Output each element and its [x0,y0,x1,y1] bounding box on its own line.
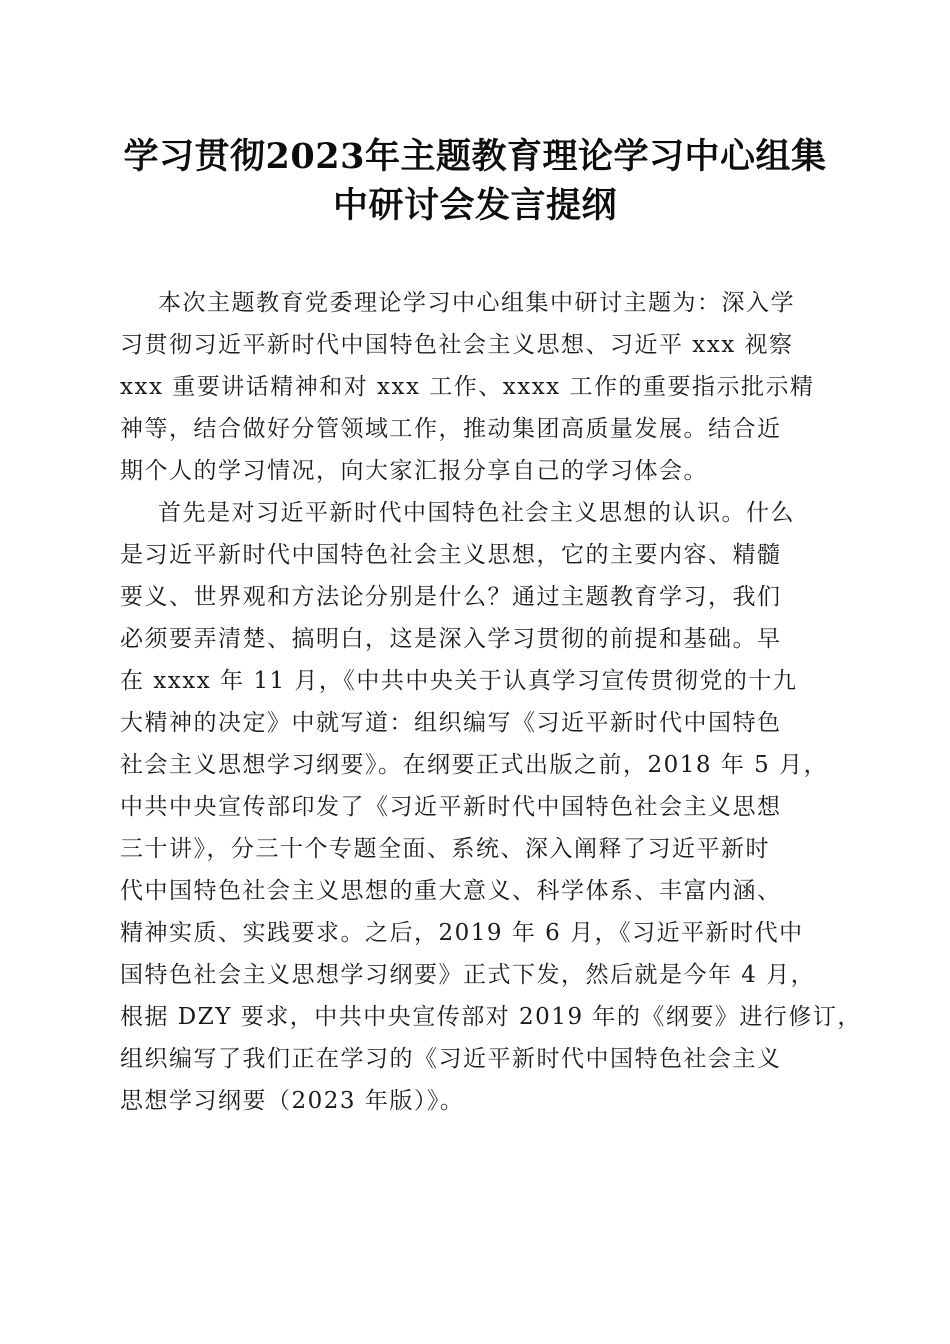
text-line: 习贯彻习近平新时代中国特色社会主义思想、习近平 xxx 视察 [120,332,794,358]
document-title [110,132,840,230]
text-line: 期个人的学习情况，向大家汇报分享自己的学习体会。 [120,458,708,484]
text-line: 在 xxxx 年 11 月，《中共中央关于认真学习宣传贯彻党的十九 [120,668,798,694]
text-line: 三十讲》，分三十个专题全面、系统、深入阐释了习近平新时 [120,836,770,862]
text-line: 社会主义思想学习纲要》。在纲要正式出版之前，2018 年 5 月， [120,752,829,778]
text-line: 中共中央宣传部印发了《习近平新时代中国特色社会主义思想 [120,794,782,820]
text-line: 大精神的决定》中就写道：组织编写《习近平新时代中国特色 [120,710,782,736]
text-line: 要义、世界观和方法论分别是什么？通过主题教育学习，我们 [120,584,782,610]
text-line: 必须要弄清楚、搞明白，这是深入学习贯彻的前提和基础。早 [120,626,782,652]
text-line: 思想学习纲要（2023 年版）》。 [120,1088,465,1114]
text-line: 组织编写了我们正在学习的《习近平新时代中国特色社会主义 [120,1046,782,1072]
text-line: 神等，结合做好分管领域工作，推动集团高质量发展。结合近 [120,416,782,442]
paragraph-intro [120,282,832,492]
title-line-1: 学习贯彻2023年主题教育理论学习中心组集 [123,136,827,177]
text-line: 本次主题教育党委理论学习中心组集中研讨主题为：深入学 [158,290,795,316]
text-line: 精神实质、实践要求。之后，2019 年 6 月，《习近平新时代中 [120,920,804,946]
text-line: 代中国特色社会主义思想的重大意义、科学体系、丰富内涵、 [120,878,782,904]
text-line: 根据 DZY 要求，中共中央宣传部对 2019 年的《纲要》进行修订， [120,1004,862,1030]
paragraph-understanding [120,492,862,1122]
text-line: 国特色社会主义思想学习纲要》正式下发，然后就是今年 4 月， [120,962,816,988]
title-line-2: 中研讨会发言提纲 [332,185,617,226]
text-line: 首先是对习近平新时代中国特色社会主义思想的认识。什么 [158,500,795,526]
text-line: xxx 重要讲话精神和对 xxx 工作、xxxx 工作的重要指示批示精 [120,374,815,400]
text-line: 是习近平新时代中国特色社会主义思想，它的主要内容、精髓 [120,542,782,568]
document-body [120,282,862,1122]
